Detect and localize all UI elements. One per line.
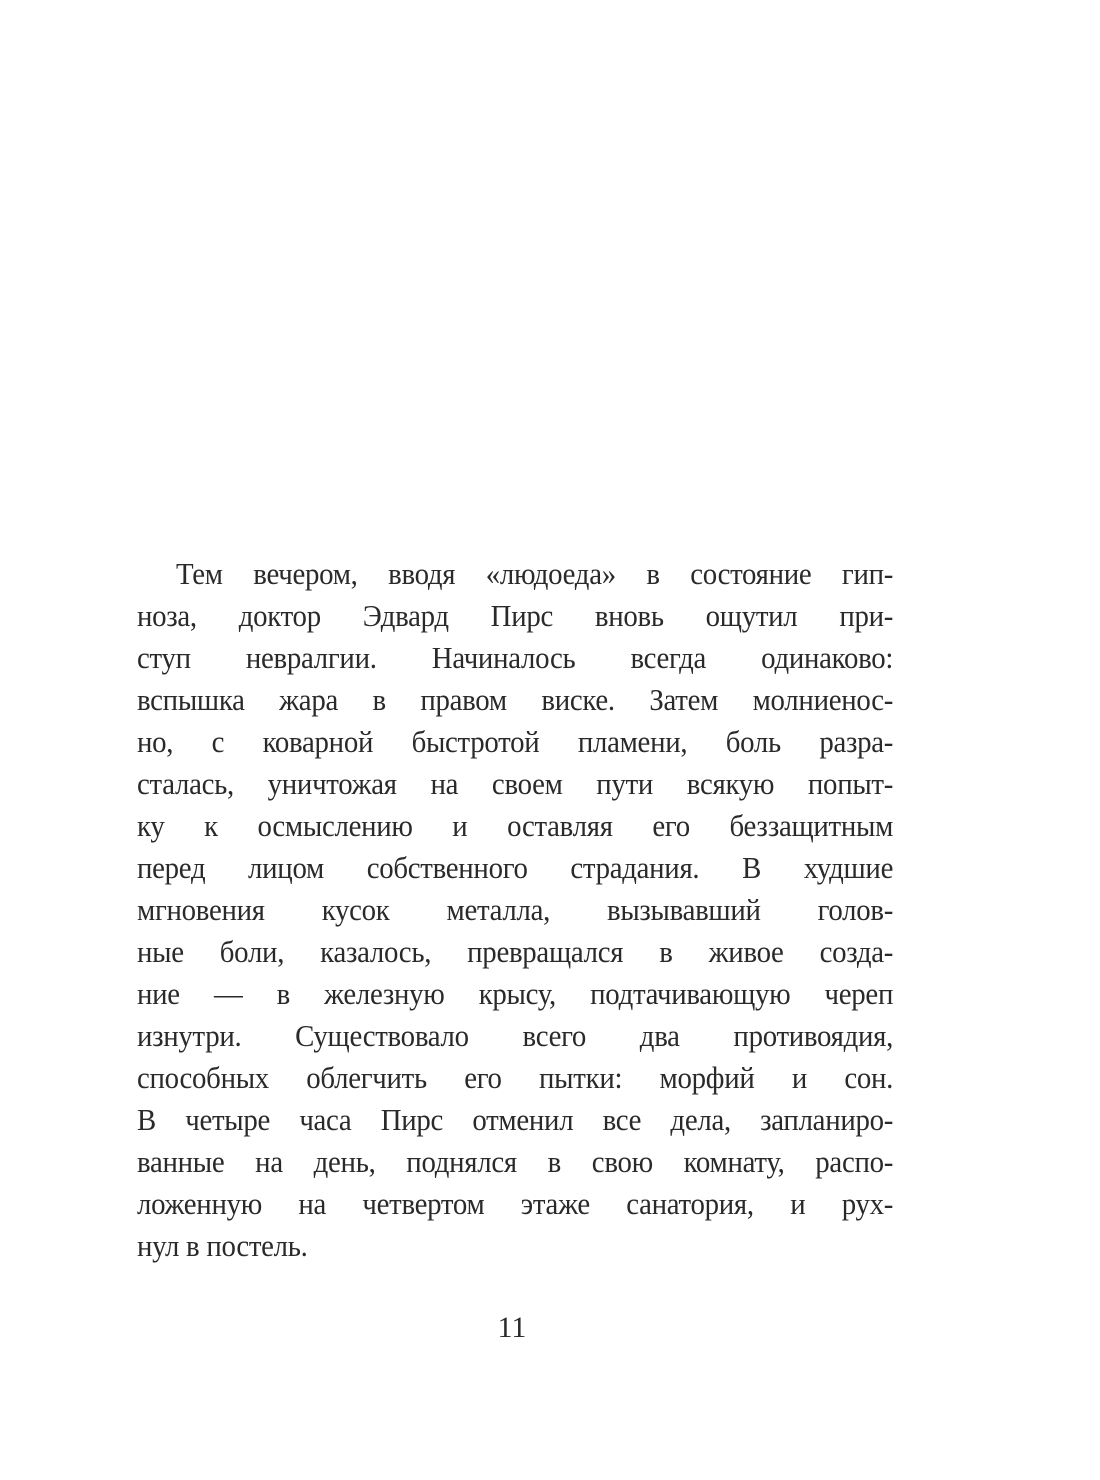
text-line: изнутри. Существовало всего два противоядия, (137, 1018, 894, 1053)
text-line: ные боли, казалось, превращался в живое созда- (137, 934, 894, 969)
text-line: ложенную на четвертом этаже санатория, и рух- (137, 1186, 894, 1221)
text-line: ку к осмыслению и оставляя его беззащитным (137, 808, 894, 843)
text-line: сталась, уничтожая на своем пути всякую попыт- (137, 766, 894, 801)
text-line: вспышка жара в правом виске. Затем молниенос- (137, 682, 894, 717)
text-line: но, с коварной быстротой пламени, боль разра- (137, 724, 894, 759)
text-line: нул в постель. (137, 1228, 308, 1263)
text-line: ние — в железную крысу, подтачивающую череп (137, 976, 894, 1011)
body-paragraph (137, 553, 893, 1267)
text-line: В четыре часа Пирс отменил все дела, заплaниро- (137, 1102, 894, 1137)
text-line: ступ невралгии. Начиналось всегда одинаково: (137, 640, 894, 675)
text-line: мгновения кусок металла, вызывавший голов- (137, 892, 894, 927)
text-line: Тем вечером, вводя «людоеда» в состояние гип- (176, 556, 894, 591)
page-number: 11 (497, 1311, 527, 1344)
text-line: ванные на день, поднялся в свою комнату, распо- (137, 1144, 894, 1179)
text-line: способных облегчить его пытки: морфий и сон. (137, 1060, 894, 1095)
text-line: перед лицом собственного страдания. В худшие (137, 850, 894, 885)
text-line: ноза, доктор Эдвард Пирс вновь ощутил при- (137, 598, 894, 633)
